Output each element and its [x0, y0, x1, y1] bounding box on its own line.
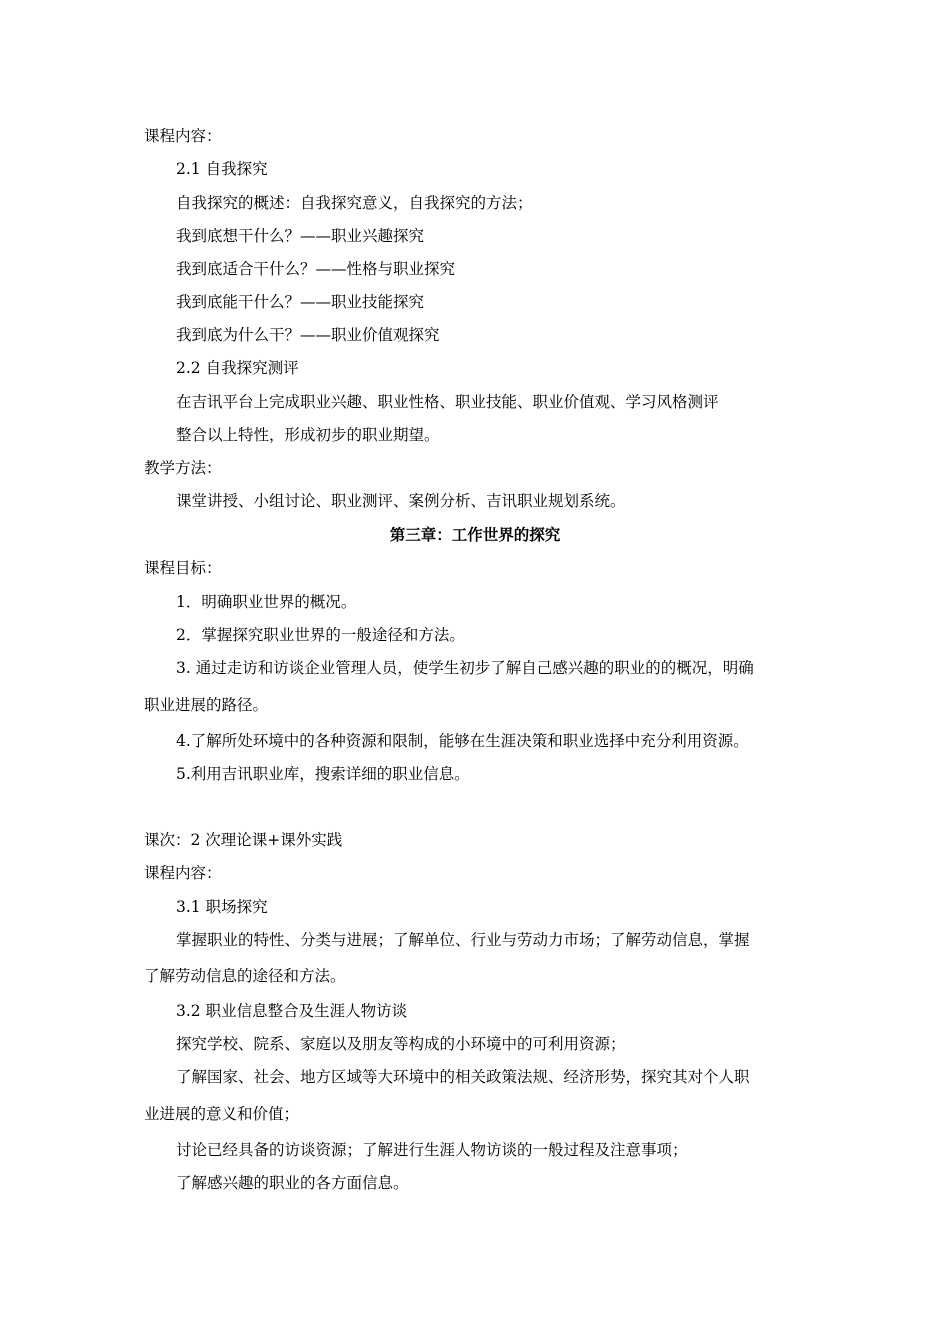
list-item: 5.利用吉讯职业库，搜索详细的职业信息。 [176, 765, 470, 783]
paragraph-line: 在吉讯平台上完成职业兴趣、职业性格、职业技能、职业价值观、学习风格测评 [176, 393, 719, 411]
section-label-course-content: 课程内容： [144, 864, 222, 882]
paragraph-line: 了解国家、社会、地方区域等大环境中的相关政策法规、经济形势，探究其对个人职 [176, 1068, 750, 1086]
section-label-teaching-method: 教学方法： [144, 459, 222, 477]
paragraph-line: 我到底能干什么？——职业技能探究 [176, 293, 425, 311]
paragraph-line: 我到底适合干什么？——性格与职业探究 [176, 260, 456, 278]
list-item: 4.了解所处环境中的各种资源和限制，能够在生涯决策和职业选择中充分利用资源。 [176, 732, 749, 750]
paragraph-line: 掌握职业的特性、分类与进展；了解单位、行业与劳动力市场；了解劳动信息，掌握 [176, 931, 750, 949]
paragraph-line: 自我探究的概述：自我探究意义，自我探究的方法； [176, 194, 533, 212]
paragraph-continuation: 了解劳动信息的途径和方法。 [144, 967, 346, 985]
subsection-heading: 2.2 自我探究测评 [176, 359, 299, 377]
paragraph-line: 讨论已经具备的访谈资源；了解进行生涯人物访谈的一般过程及注意事项； [176, 1141, 688, 1159]
chapter-title: 第三章：工作世界的探究 [389, 526, 561, 544]
section-label-course-goals: 课程目标： [144, 559, 222, 577]
section-label-course-content: 课程内容： [144, 127, 222, 145]
paragraph-line: 整合以上特性，形成初步的职业期望。 [176, 426, 440, 444]
list-item: 1．明确职业世界的概况。 [176, 593, 357, 611]
subsection-heading: 2.1 自我探究 [176, 160, 268, 178]
paragraph-line: 我到底想干什么？——职业兴趣探究 [176, 227, 425, 245]
subsection-heading: 3.1 职场探究 [176, 898, 268, 916]
paragraph-line: 课堂讲授、小组讨论、职业测评、案例分析、吉讯职业规划系统。 [176, 492, 626, 510]
list-item-continuation: 职业进展的路径。 [144, 696, 269, 714]
paragraph-line: 探究学校、院系、家庭以及朋友等构成的小环境中的可利用资源； [176, 1035, 626, 1053]
paragraph-continuation: 业进展的意义和价值； [144, 1105, 300, 1123]
list-item: 2．掌握探究职业世界的一般途径和方法。 [176, 626, 465, 644]
paragraph-line: 我到底为什么干？——职业价值观探究 [176, 326, 440, 344]
paragraph-line: 了解感兴趣的职业的各方面信息。 [176, 1174, 409, 1192]
subsection-heading: 3.2 职业信息整合及生涯人物访谈 [176, 1002, 408, 1020]
list-item: 3. 通过走访和访谈企业管理人员，使学生初步了解自己感兴趣的职业的的概况，明确 [176, 659, 754, 677]
section-label-sessions: 课次：2 次理论课+课外实践 [144, 831, 343, 849]
